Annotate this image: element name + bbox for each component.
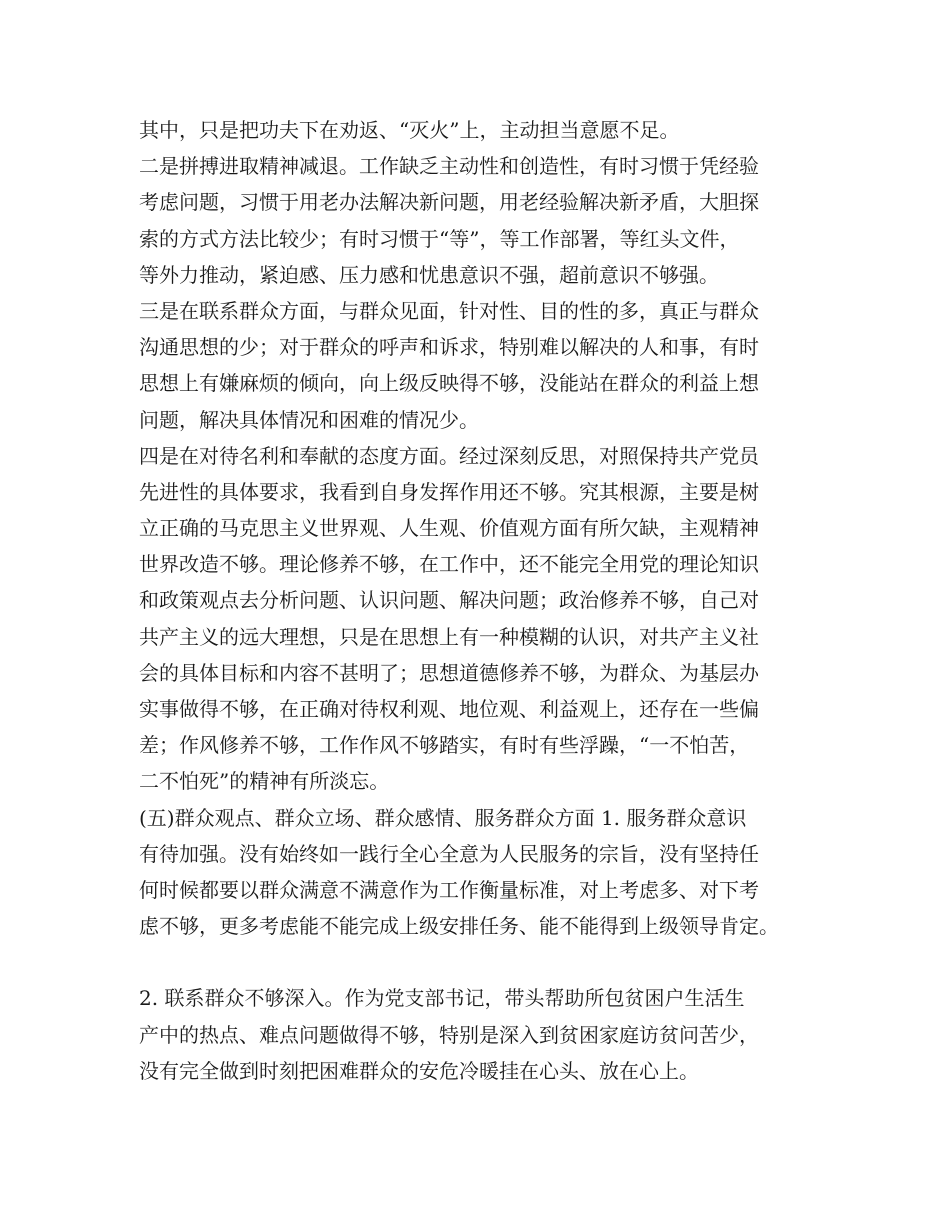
- text-line: 考虑问题，习惯于用老办法解决新问题，用老经验解决新矛盾，大胆探: [139, 190, 759, 215]
- text-line: 没有完全做到时刻把困难群众的安危冷暖挂在心头、放在心上。: [139, 1058, 699, 1083]
- text-line: 差；作风修养不够，工作作风不够踏实，有时有些浮躁，“一不怕苦，: [139, 733, 750, 758]
- text-line: 立正确的马克思主义世界观、人生观、价值观方面有所欠缺，主观精神: [139, 516, 759, 541]
- text-line: 问题，解决具体情况和困难的情况少。: [139, 407, 479, 432]
- text-line: 和政策观点去分析问题、认识问题、解决问题；政治修养不够，自己对: [139, 588, 759, 613]
- text-line: 等外力推动，紧迫感、压力感和忧患意识不强，超前意识不够强。: [139, 262, 719, 287]
- text-line: 会的具体目标和内容不甚明了；思想道德修养不够，为群众、为基层办: [139, 660, 759, 685]
- text-line: 虑不够，更多考虑能不能完成上级安排任务、能不能得到上级领导肯定。: [139, 914, 779, 939]
- text-line: 有待加强。没有始终如一践行全心全意为人民服务的宗旨，没有坚持任: [139, 841, 759, 866]
- text-line: 二是拼搏进取精神减退。工作缺乏主动性和创造性，有时习惯于凭经验: [139, 154, 759, 179]
- text-line: 其中，只是把功夫下在劝返、“灭火”上，主动担当意愿不足。: [139, 118, 680, 142]
- text-line: 沟通思想的少；对于群众的呼声和诉求，特别难以解决的人和事，有时: [139, 335, 759, 360]
- text-line: 2. 联系群众不够深入。作为党支部书记，带头帮助所包贫困户生活生: [139, 986, 745, 1011]
- text-line: 实事做得不够，在正确对待权利观、地位观、利益观上，还存在一些偏: [139, 697, 759, 721]
- text-line: 共产主义的远大理想，只是在思想上有一种模糊的认识，对共产主义社: [139, 624, 759, 649]
- text-line: 三是在联系群众方面，与群众见面，针对性、目的性的多，真正与群众: [139, 298, 759, 323]
- text-line: 何时候都要以群众满意不满意作为工作衡量标准，对上考虑多、对下考: [139, 877, 759, 902]
- text-line: 索的方式方法比较少；有时习惯于“等”，等工作部署，等红头文件，: [139, 226, 740, 251]
- body-text: [139, 112, 839, 1089]
- text-line: 四是在对待名利和奉献的态度方面。经过深刻反思，对照保持共产党员: [139, 443, 759, 468]
- paragraph-gap: [139, 944, 839, 980]
- text-line: 思想上有嫌麻烦的倾向，向上级反映得不够，没能站在群众的利益上想: [139, 371, 759, 396]
- text-line: (五)群众观点、群众立场、群众感情、服务群众方面 1. 服务群众意识: [139, 805, 747, 830]
- text-line: 世界改造不够。理论修养不够，在工作中，还不能完全用党的理论知识: [139, 552, 759, 577]
- text-line: 先进性的具体要求，我看到自身发挥作用还不够。究其根源，主要是树: [139, 479, 759, 504]
- text-line: 二不怕死”的精神有所淡忘。: [139, 769, 390, 794]
- text-line: 产中的热点、难点问题做得不够，特别是深入到贫困家庭访贫问苦少，: [139, 1022, 759, 1047]
